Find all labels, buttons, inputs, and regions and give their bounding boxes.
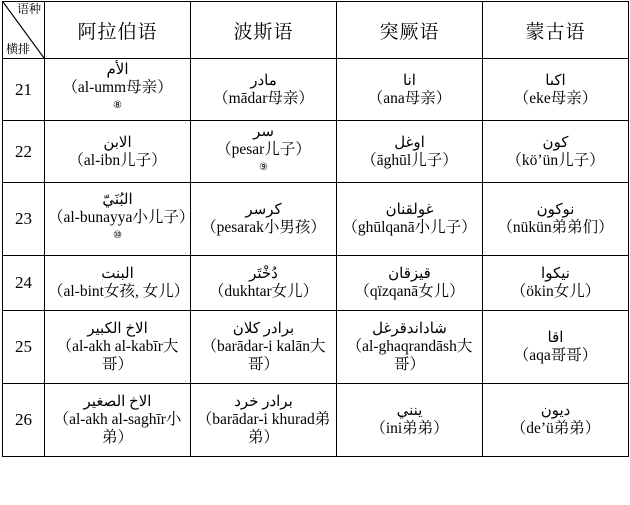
- entry-script: نوكون: [536, 202, 575, 219]
- entry-translit: （ökin女儿）: [510, 283, 601, 301]
- column-header-arabic: 阿拉伯语: [45, 2, 191, 59]
- entry-translit: （qïzqanā女儿）: [354, 283, 465, 301]
- entry-script: البُنَيّ: [102, 191, 133, 208]
- entry-translit: （pesarak小男孩）: [201, 219, 326, 237]
- entry-script: كون: [542, 134, 569, 151]
- entry-translit: （ana母亲）: [367, 89, 452, 107]
- entry-arabic: [45, 121, 191, 183]
- column-header-mongolian: 蒙古语: [483, 2, 629, 59]
- table-row: [3, 311, 629, 384]
- table-row: [3, 384, 629, 457]
- entry-script: برادر خرد: [234, 394, 293, 411]
- table-row: [3, 183, 629, 256]
- entry-translit: （ini弟弟）: [370, 420, 449, 438]
- entry-script: الابن: [103, 134, 132, 151]
- entry-translit: （pesar儿子）: [216, 141, 311, 159]
- entry-turkic: [337, 256, 483, 311]
- column-header-persian: 波斯语: [191, 2, 337, 59]
- row-number: 25: [3, 311, 45, 384]
- entry-translit: （ghūlqanā小儿子）: [342, 219, 477, 237]
- entry-mongolian: [483, 59, 629, 121]
- entry-turkic: [337, 384, 483, 457]
- row-number: 24: [3, 256, 45, 311]
- entry-script: انا: [403, 72, 416, 89]
- entry-script: الأم: [106, 62, 129, 78]
- entry-script: سر: [253, 124, 274, 141]
- entry-script: كرسر: [245, 202, 282, 219]
- entry-script: قيزقان: [388, 266, 431, 283]
- entry-script: اقا: [547, 330, 564, 347]
- entry-script: اکىا: [545, 72, 566, 89]
- column-header-turkic: 突厥语: [337, 2, 483, 59]
- entry-script: غولقنان: [385, 202, 434, 219]
- entry-translit: （barādar-i khurad弟弟）: [196, 411, 331, 447]
- entry-script: مادر: [250, 72, 277, 89]
- document-page: [0, 1, 630, 505]
- entry-translit: （al-bint女孩, 女儿）: [48, 283, 190, 301]
- entry-persian: [191, 59, 337, 121]
- entry-persian: [191, 384, 337, 457]
- entry-translit: （āghūl儿子）: [361, 151, 458, 169]
- entry-script: ينني: [396, 403, 423, 420]
- entry-turkic: [337, 59, 483, 121]
- header-corner-bottom-label: 横排: [6, 42, 31, 56]
- entry-persian: [191, 311, 337, 384]
- language-comparison-table: [2, 1, 629, 457]
- row-number: 23: [3, 183, 45, 256]
- entry-arabic: [45, 311, 191, 384]
- entry-translit: （dukhtar女儿）: [208, 283, 319, 301]
- entry-translit: （al-bunayya小儿子）: [48, 208, 195, 226]
- entry-script: نيكوا: [541, 266, 570, 283]
- entry-footnote-marker: ⑩: [113, 229, 122, 241]
- entry-translit: （de’ü弟弟）: [510, 420, 601, 438]
- entry-script: البنت: [101, 266, 134, 283]
- entry-mongolian: [483, 384, 629, 457]
- header-corner-top-label: 语种: [16, 2, 41, 16]
- entry-turkic: [337, 183, 483, 256]
- entry-mongolian: [483, 256, 629, 311]
- entry-script: اوغل: [394, 134, 425, 151]
- entry-persian: [191, 121, 337, 183]
- entry-persian: [191, 256, 337, 311]
- entry-mongolian: [483, 311, 629, 384]
- entry-mongolian: [483, 183, 629, 256]
- entry-script: ديون: [540, 403, 571, 420]
- table-row: [3, 121, 629, 183]
- entry-mongolian: [483, 121, 629, 183]
- entry-script: الاخ الصغير: [83, 394, 152, 411]
- table-header-row: [3, 2, 629, 59]
- header-corner-split-cell: [3, 2, 45, 59]
- table-row: [3, 256, 629, 311]
- entry-translit: （kö’ün儿子）: [506, 151, 605, 169]
- entry-script: برادر كلان: [232, 321, 295, 338]
- entry-footnote-marker: ⑧: [113, 100, 122, 111]
- entry-turkic: [337, 311, 483, 384]
- row-number: 21: [3, 59, 45, 121]
- entry-translit: （al-ibn儿子）: [68, 151, 167, 169]
- entry-translit: （barādar-i kalān大哥）: [201, 338, 326, 374]
- entry-persian: [191, 183, 337, 256]
- entry-arabic: [45, 183, 195, 256]
- entry-translit: （al-akh al-kabīr大哥）: [56, 338, 179, 374]
- entry-translit: （al-akh al-saghīr小弟）: [53, 411, 182, 447]
- entry-translit: （eke母亲）: [513, 89, 598, 107]
- entry-script: شاداندقرغل: [372, 321, 447, 338]
- entry-arabic: [45, 59, 191, 121]
- entry-translit: （nükün弟弟们）: [497, 219, 614, 237]
- entry-arabic: [45, 384, 191, 457]
- entry-footnote-marker: ⑨: [259, 162, 268, 174]
- entry-turkic: [337, 121, 483, 183]
- entry-script: دُخْتَر: [249, 266, 278, 283]
- entry-translit: （aqa哥哥）: [513, 347, 598, 365]
- entry-arabic: [45, 256, 191, 311]
- entry-translit: （al-umm母亲）: [62, 79, 173, 96]
- table-row: [3, 59, 629, 121]
- entry-script: الاخ الكبير: [87, 321, 148, 338]
- entry-translit: （al-ghaqrandāsh大哥）: [346, 338, 473, 374]
- row-number: 26: [3, 384, 45, 457]
- entry-translit: （mādar母亲）: [213, 89, 314, 107]
- row-number: 22: [3, 121, 45, 183]
